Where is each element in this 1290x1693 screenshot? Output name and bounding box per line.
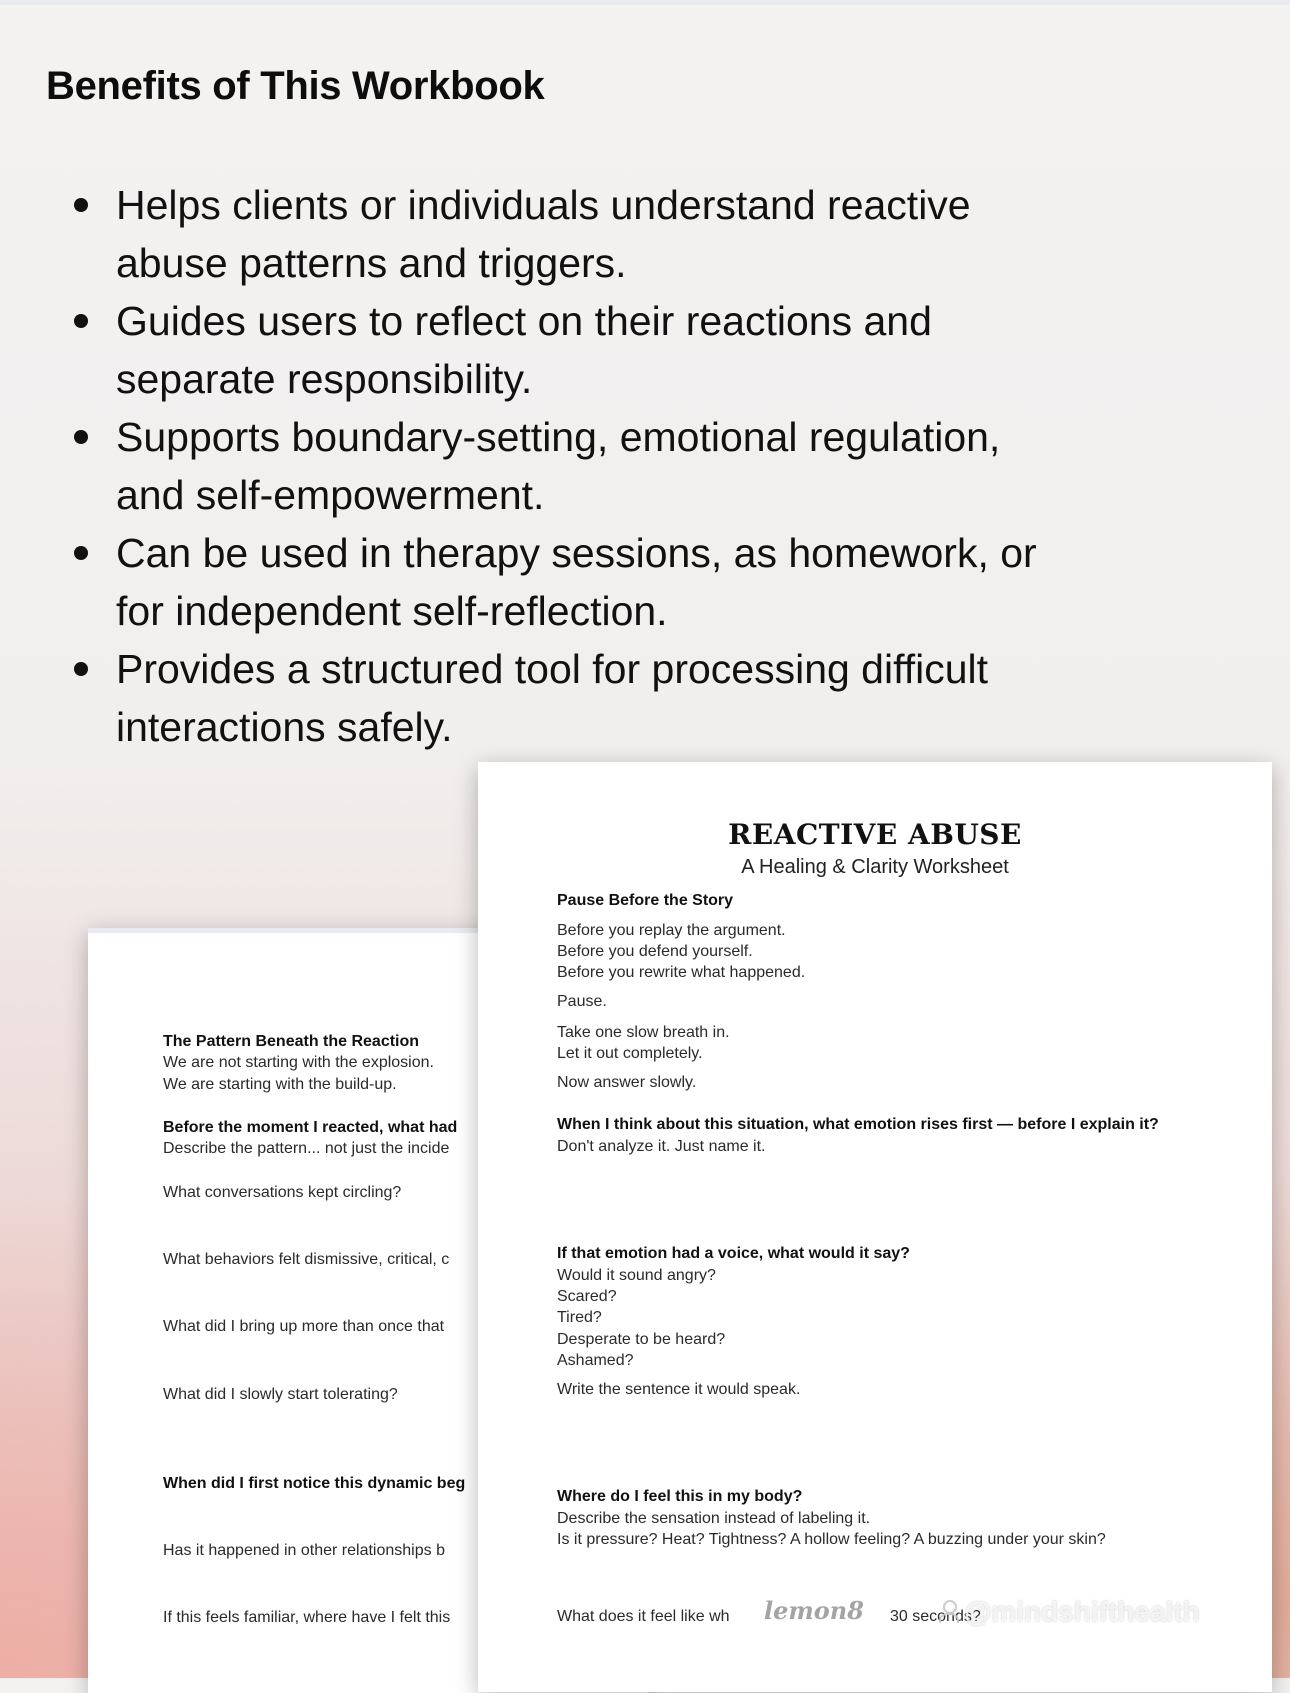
back-section-title: Before the moment I reacted, what had [163, 1119, 458, 1136]
benefit-item [70, 408, 1220, 524]
worksheet-page-front [478, 762, 1272, 1692]
benefit-line: Guides users to reflect on their reactions and [116, 298, 932, 344]
back-text-line: We are starting with the build-up. [163, 1076, 397, 1093]
front-text-line: Now answer slowly. [557, 1074, 697, 1091]
front-text-line: Take one slow breath in. [557, 1024, 730, 1041]
benefit-line: for independent self-reflection. [116, 588, 668, 634]
front-text-line: Before you rewrite what happened. [557, 964, 806, 981]
back-question: Has it happened in other relationships b [163, 1542, 445, 1559]
worksheet-subtitle: A Healing & Clarity Worksheet [741, 856, 1009, 878]
front-section-title: Pause Before the Story [557, 892, 734, 909]
benefit-item [70, 292, 1220, 408]
back-question: What behaviors felt dismissive, critical, c [163, 1251, 450, 1268]
back-question: What did I slowly start tolerating? [163, 1386, 398, 1403]
bullet-icon [74, 662, 88, 676]
bullet-icon [74, 430, 88, 444]
front-text-line: Scared? [557, 1288, 617, 1305]
back-text-line: We are not starting with the explosion. [163, 1054, 434, 1071]
benefit-item [70, 640, 1220, 756]
benefit-line: abuse patterns and triggers. [116, 240, 627, 286]
watermark-handle [938, 1596, 1200, 1628]
benefit-line: Supports boundary-setting, emotional regulation, [116, 414, 1001, 460]
front-question-title: When I think about this situation, what emotion rises first — before I explain it? [557, 1116, 1159, 1133]
front-text-line: What does it feel like wh [557, 1608, 730, 1625]
front-text-line: Tired? [557, 1309, 602, 1326]
front-text-line: Let it out completely. [557, 1045, 703, 1062]
benefit-line: Helps clients or individuals understand reactive [116, 182, 971, 228]
front-text-line: Describe the sensation instead of labeling it. [557, 1510, 871, 1527]
back-text-line: Describe the pattern... not just the incide [163, 1140, 450, 1157]
benefit-item [70, 176, 1220, 292]
front-text-line: Don't analyze it. Just name it. [557, 1138, 766, 1155]
front-text-line: Ashamed? [557, 1352, 634, 1369]
front-text-line: Would it sound angry? [557, 1267, 716, 1284]
front-text-line: Write the sentence it would speak. [557, 1381, 801, 1398]
back-question: What conversations kept circling? [163, 1184, 402, 1201]
front-text-line: Before you defend yourself. [557, 943, 753, 960]
benefit-line: interactions safely. [116, 704, 453, 750]
benefits-list [70, 176, 1220, 756]
benefit-line: and self-empowerment. [116, 472, 545, 518]
benefit-item [70, 524, 1220, 640]
top-strip [0, 0, 1290, 5]
front-text-line: Desperate to be heard? [557, 1331, 726, 1348]
lemon8-logo: lemon8 [764, 1596, 864, 1625]
front-text-line: Pause. [557, 993, 607, 1010]
watermark-handle-text: @mindshifthealth [964, 1596, 1200, 1627]
benefit-line: separate responsibility. [116, 356, 533, 402]
worksheet-title: REACTIVE ABUSE [728, 818, 1022, 851]
front-question-title: Where do I feel this in my body? [557, 1488, 803, 1505]
back-question: What did I bring up more than once that [163, 1318, 445, 1335]
page-heading: Benefits of This Workbook [46, 64, 545, 108]
front-text-line: Before you replay the argument. [557, 922, 786, 939]
bullet-icon [74, 314, 88, 328]
bullet-icon [74, 546, 88, 560]
bullet-icon [74, 198, 88, 212]
front-question-title: If that emotion had a voice, what would it say? [557, 1245, 910, 1262]
front-text-line: 30 seconds? [890, 1608, 981, 1625]
back-section-title: The Pattern Beneath the Reaction [163, 1033, 420, 1050]
benefit-line: Can be used in therapy sessions, as homework, or [116, 530, 1037, 576]
back-question: If this feels familiar, where have I felt this [163, 1609, 451, 1626]
benefit-line: Provides a structured tool for processing difficult [116, 646, 989, 692]
front-text-line: Is it pressure? Heat? Tightness? A hollow feeling? A buzzing under your skin? [557, 1531, 1106, 1548]
user-icon [938, 1600, 958, 1624]
back-section-title: When did I first notice this dynamic beg [163, 1475, 466, 1492]
